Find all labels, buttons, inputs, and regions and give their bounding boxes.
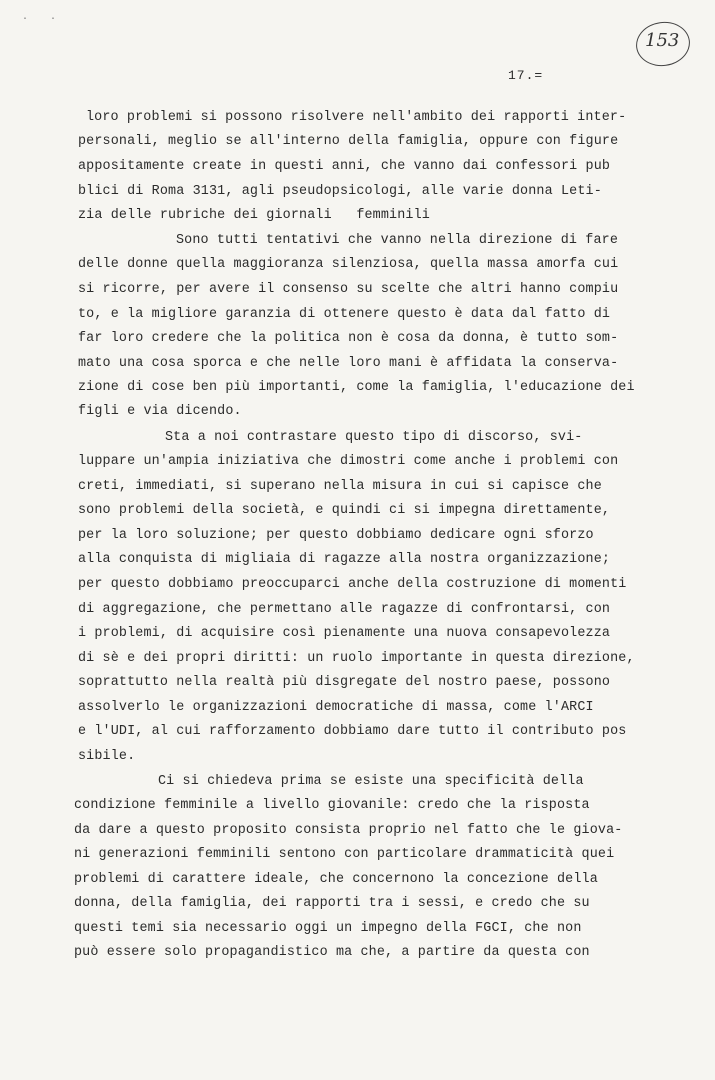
text-line: sono problemi della società, e quindi ci si impegna direttamente,	[78, 503, 611, 518]
text-line: può essere solo propagandistico ma che, a partire da questa con	[74, 945, 590, 960]
text-line: loro problemi si possono risolvere nell'ambito dei rapporti inter-	[86, 110, 627, 125]
text-line: luppare un'ampia iniziativa che dimostri come anche i problemi con	[78, 454, 619, 469]
text-line: da dare a questo proposito consista proprio nel fatto che le giova-	[74, 823, 623, 838]
text-line: creti, immediati, si superano nella misura in cui si capisce che	[78, 479, 602, 494]
text-line: personali, meglio se all'interno della famiglia, oppure con figure	[78, 134, 619, 149]
text-line: per questo dobbiamo preoccuparci anche della costruzione di momenti	[78, 577, 627, 592]
archive-stamp-number: 153	[645, 30, 680, 51]
text-line: to, e la migliore garanzia di ottenere questo è data dal fatto di	[78, 307, 611, 322]
text-line: e l'UDI, al cui rafforzamento dobbiamo dare tutto il contributo pos	[78, 724, 627, 739]
text-line: per la loro soluzione; per questo dobbiamo dedicare ogni sforzo	[78, 528, 594, 543]
text-line: condizione femminile a livello giovanile: credo che la risposta	[74, 798, 590, 813]
scan-marks: · ·	[22, 14, 65, 25]
text-line: di sè e dei propri diritti: un ruolo importante in questa direzione,	[78, 651, 635, 666]
text-line: di aggregazione, che permettano alle ragazze di confrontarsi, con	[78, 602, 611, 617]
text-line: Sono tutti tentativi che vanno nella direzione di fare	[176, 233, 619, 248]
text-line: far loro credere che la politica non è cosa da donna, è tutto som-	[78, 331, 619, 346]
text-line: donna, della famiglia, dei rapporti tra i sessi, e credo che su	[74, 896, 590, 911]
text-line: soprattutto nella realtà più disgregate del nostro paese, possono	[78, 675, 611, 690]
text-line: delle donne quella maggioranza silenziosa, quella massa amorfa cui	[78, 257, 619, 272]
text-line: Ci si chiedeva prima se esiste una specificità della	[158, 774, 584, 789]
text-line: sibile.	[78, 749, 136, 764]
page-number: 17.=	[508, 68, 544, 83]
text-line: problemi di carattere ideale, che concernono la concezione della	[74, 872, 598, 887]
text-line: mato una cosa sporca e che nelle loro mani è affidata la conserva-	[78, 356, 619, 371]
text-line: si ricorre, per avere il consenso su scelte che altri hanno compiu	[78, 282, 619, 297]
text-line: zia delle rubriche dei giornali femminili	[78, 208, 430, 223]
text-line: assolverlo le organizzazioni democratiche di massa, come l'ARCI	[78, 700, 594, 715]
text-line: appositamente create in questi anni, che vanno dai confessori pub	[78, 159, 611, 174]
text-line: figli e via dicendo.	[78, 404, 242, 419]
text-line: alla conquista di migliaia di ragazze alla nostra organizzazione;	[78, 552, 611, 567]
text-line: Sta a noi contrastare questo tipo di discorso, svi-	[165, 430, 583, 445]
text-line: blici di Roma 3131, agli pseudopsicologi, alle varie donna Leti-	[78, 184, 602, 199]
text-line: zione di cose ben più importanti, come la famiglia, l'educazione dei	[78, 380, 635, 395]
text-line: i problemi, di acquisire così pienamente una nuova consapevolezza	[78, 626, 611, 641]
text-line: ni generazioni femminili sentono con particolare drammaticità quei	[74, 847, 615, 862]
text-line: questi temi sia necessario oggi un impegno della FGCI, che non	[74, 921, 582, 936]
